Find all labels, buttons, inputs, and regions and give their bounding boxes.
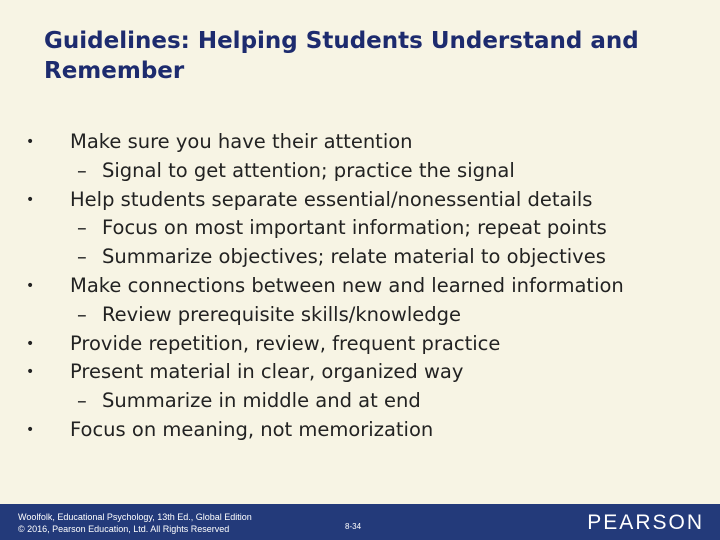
sub-bullet-item	[0, 301, 720, 330]
bullet-item	[0, 416, 720, 445]
bullet-dot-icon: •	[26, 364, 35, 381]
bullet-item	[0, 358, 720, 387]
citation-line: Woolfolk, Educational Psychology, 13th Ed., Global Edition	[18, 512, 252, 522]
bullet-text: Make connections between new and learned information	[70, 273, 624, 297]
dash-icon: –	[77, 389, 87, 413]
bullet-text: Summarize objectives; relate material to objectives	[102, 245, 606, 269]
bullet-text: Summarize in middle and at end	[102, 389, 421, 413]
sub-bullet-item	[0, 214, 720, 243]
slide-title-line: Remember	[44, 58, 185, 84]
bullet-item	[0, 272, 720, 301]
sub-bullet-item	[0, 387, 720, 416]
bullet-item	[0, 186, 720, 215]
sub-bullet-item	[0, 243, 720, 272]
bullet-text: Provide repetition, review, frequent practice	[70, 331, 501, 355]
footer-bar	[0, 504, 720, 540]
pearson-logo: PEARSON	[587, 511, 704, 534]
bullet-dot-icon: •	[26, 134, 35, 150]
sub-bullet-item	[0, 157, 720, 186]
bullet-text: Focus on meaning, not memorization	[70, 417, 434, 441]
bullet-text: Review prerequisite skills/knowledge	[102, 302, 462, 326]
bullet-item	[0, 128, 720, 157]
dash-icon: –	[77, 302, 87, 326]
dash-icon: –	[77, 245, 87, 269]
bullet-list	[0, 128, 720, 445]
dash-icon: –	[77, 216, 87, 240]
slide-title	[44, 26, 684, 86]
bullet-text: Present material in clear, organized way	[70, 360, 464, 384]
bullet-text: Signal to get attention; practice the signal	[102, 158, 515, 182]
bullet-dot-icon: •	[26, 277, 35, 294]
bullet-text: Make sure you have their attention	[70, 130, 413, 153]
bullet-text: Help students separate essential/nonessential details	[70, 187, 593, 211]
footer-citation	[18, 511, 252, 535]
bullet-dot-icon: •	[26, 421, 35, 438]
bullet-item	[0, 330, 720, 359]
bullet-dot-icon: •	[26, 191, 35, 208]
dash-icon: –	[77, 158, 87, 182]
slide-title-line: Guidelines: Helping Students Understand and	[44, 28, 639, 54]
citation-line: © 2016, Pearson Education, Ltd. All Rights Reserved	[18, 524, 230, 534]
page-number: 8-34	[345, 522, 362, 531]
bullet-text: Focus on most important information; repeat points	[102, 216, 607, 240]
bullet-dot-icon: •	[26, 335, 35, 352]
